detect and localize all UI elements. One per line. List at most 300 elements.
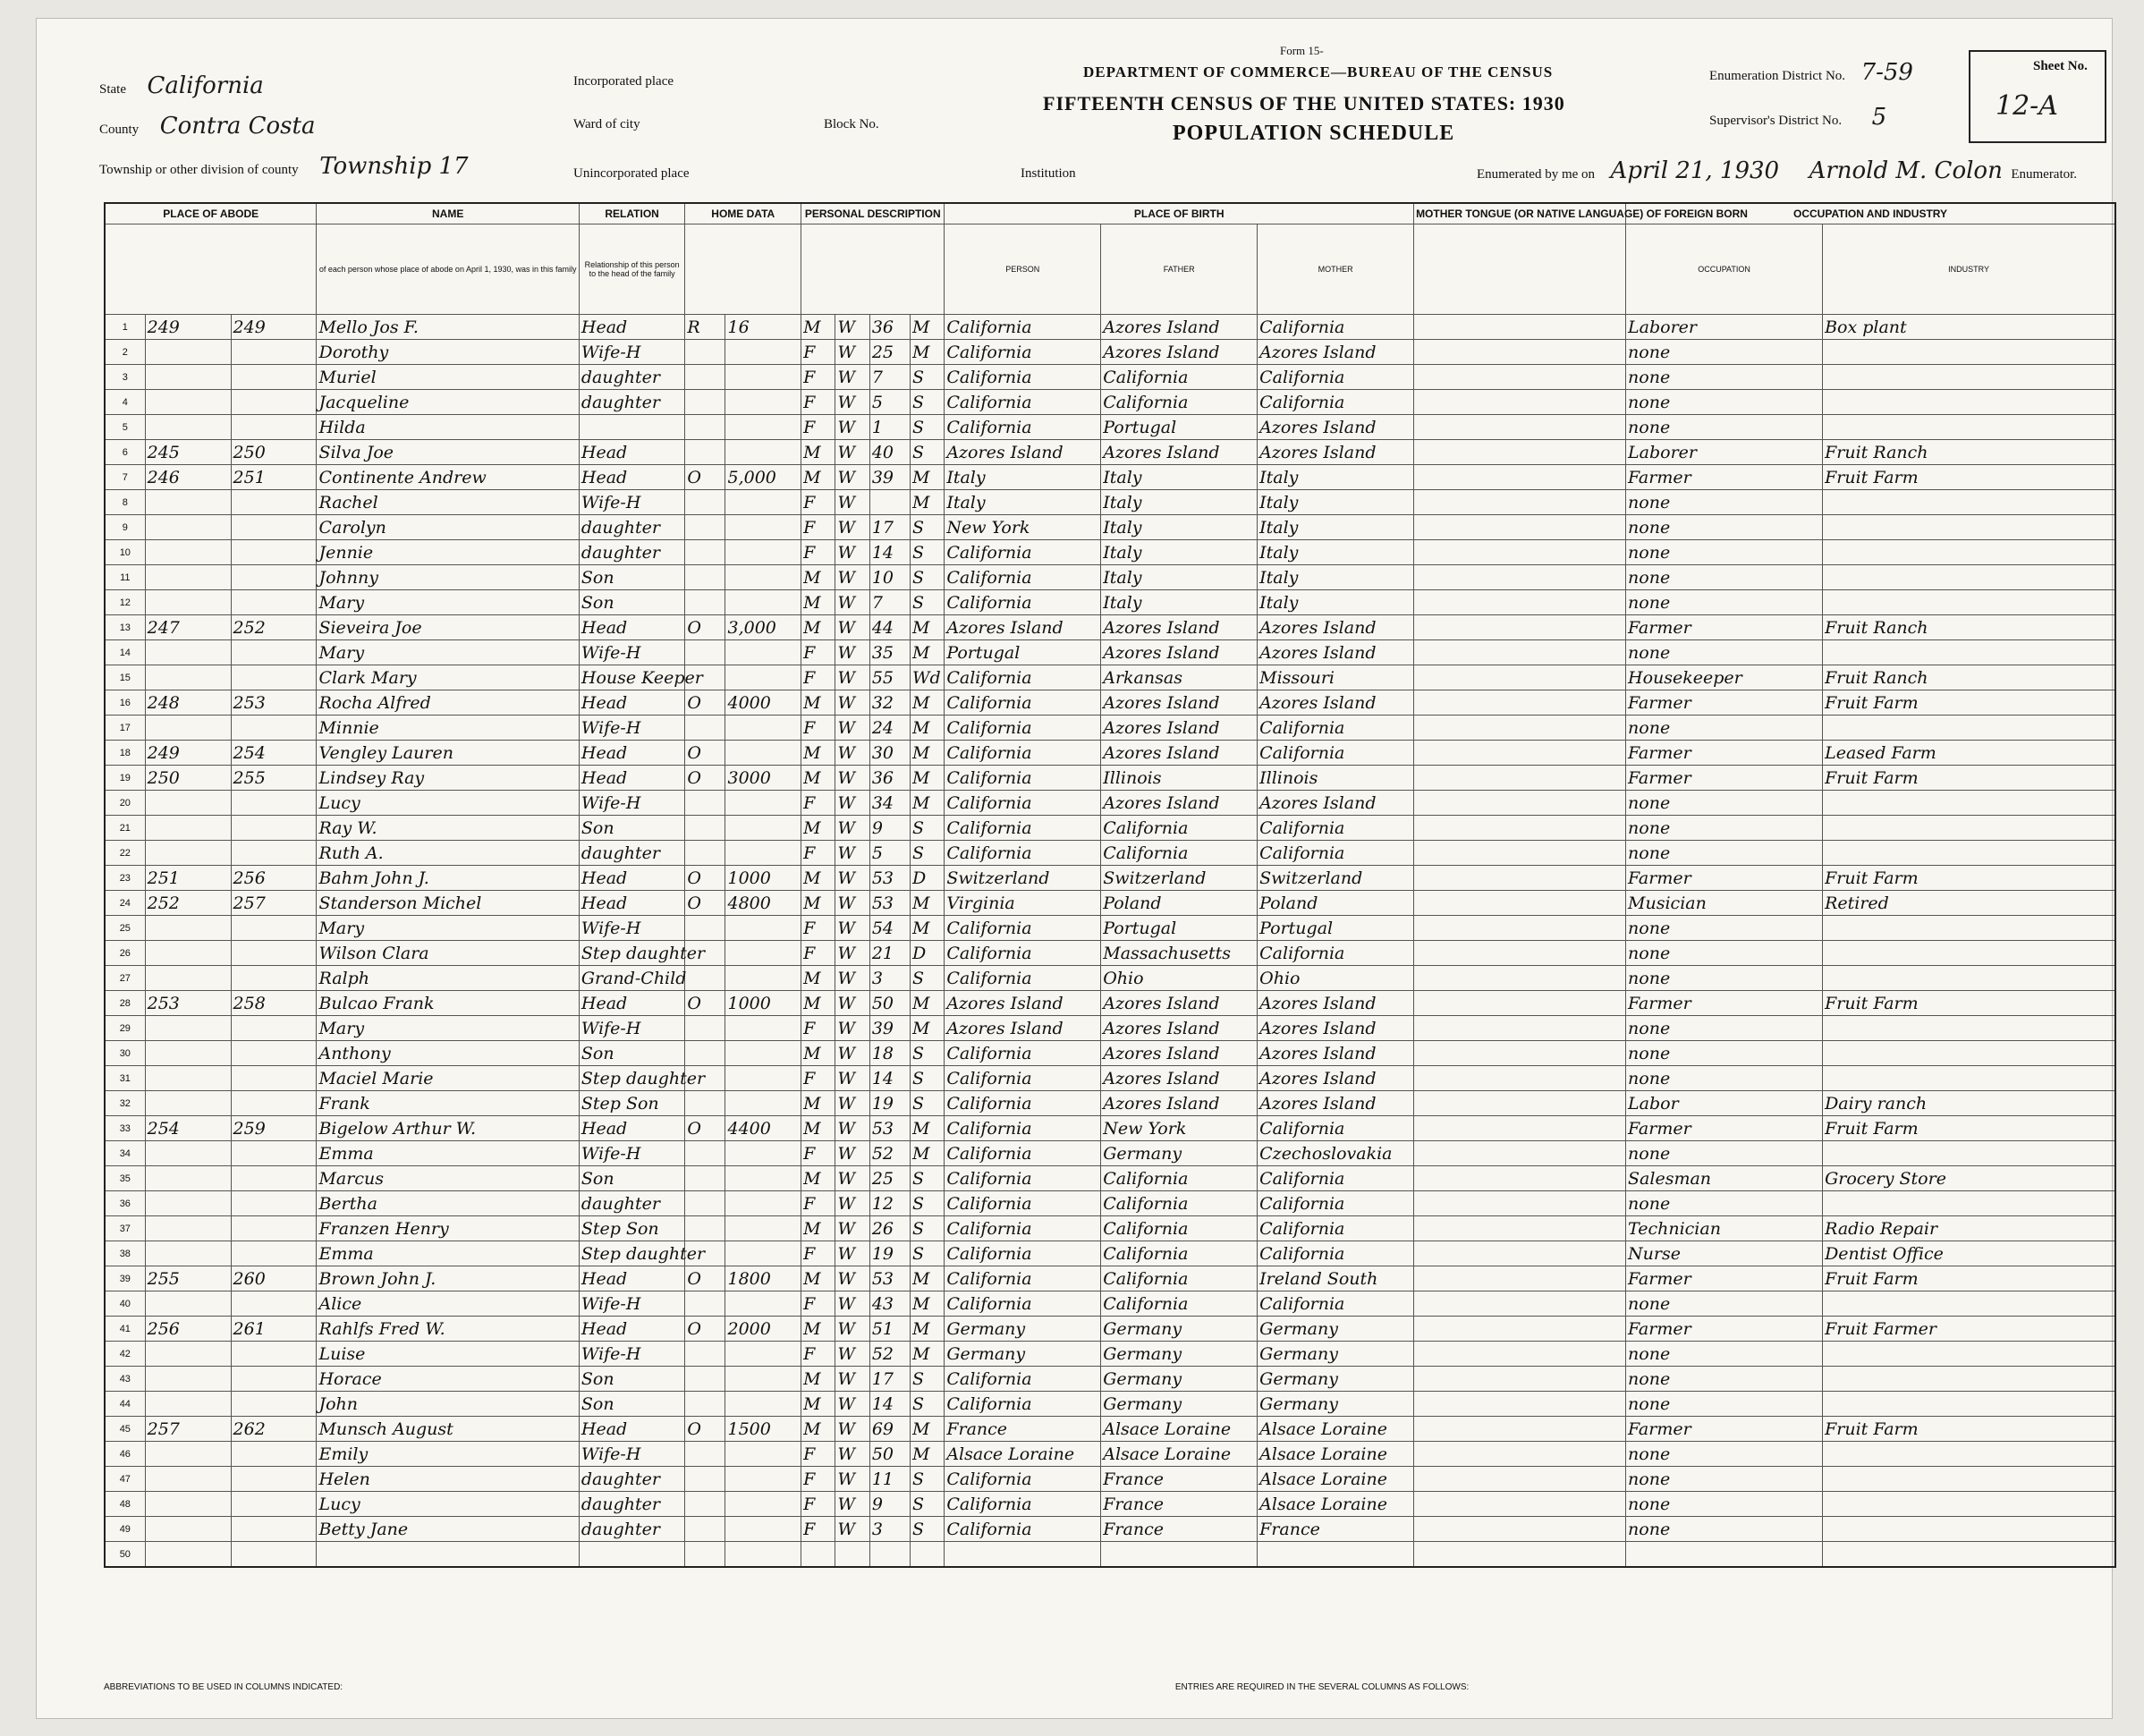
cell-rel: House Keeper bbox=[579, 665, 684, 690]
cell-dw: 253 bbox=[145, 991, 231, 1016]
cell-fam: 250 bbox=[231, 440, 317, 465]
cell-dw bbox=[145, 1542, 231, 1568]
cell-age: 19 bbox=[869, 1091, 910, 1116]
cell-n: 14 bbox=[105, 640, 145, 665]
cell-tongue bbox=[1414, 590, 1626, 615]
cell-occ: none bbox=[1626, 1442, 1823, 1467]
cell-tongue bbox=[1414, 1392, 1626, 1417]
cell-mother: Germany bbox=[1258, 1367, 1414, 1392]
group-personal-description: PERSONAL DESCRIPTION bbox=[801, 203, 945, 224]
cell-tongue bbox=[1414, 365, 1626, 390]
sheet-label: Sheet No. bbox=[2033, 59, 2088, 73]
cell-occ: Farmer bbox=[1626, 1116, 1823, 1141]
table-row bbox=[105, 465, 2115, 490]
group-mother-tongue: MOTHER TONGUE (OR NATIVE LANGUAGE) OF FOREIGN BORN bbox=[1414, 203, 1626, 224]
cell-ms: M bbox=[910, 1016, 944, 1041]
cell-ind: Fruit Farm bbox=[1823, 690, 2115, 716]
cell-father: Germany bbox=[1101, 1317, 1258, 1342]
cell-ms: M bbox=[910, 1291, 944, 1317]
cell-rel: Son bbox=[579, 565, 684, 590]
cell-fam: 256 bbox=[231, 866, 317, 891]
cell-home: O bbox=[685, 1317, 725, 1342]
cell-age: 35 bbox=[869, 640, 910, 665]
cell-race: W bbox=[835, 1367, 869, 1392]
cell-fam bbox=[231, 365, 317, 390]
cell-father: Illinois bbox=[1101, 766, 1258, 791]
cell-mother: Illinois bbox=[1258, 766, 1414, 791]
cell-age: 7 bbox=[869, 365, 910, 390]
cell-ind bbox=[1823, 1016, 2115, 1041]
cell-mother: California bbox=[1258, 741, 1414, 766]
cell-home bbox=[685, 816, 725, 841]
cell-dw bbox=[145, 966, 231, 991]
cell-occ: Farmer bbox=[1626, 741, 1823, 766]
cell-rel: Head bbox=[579, 615, 684, 640]
cell-mother: California bbox=[1258, 390, 1414, 415]
cell-occ: none bbox=[1626, 816, 1823, 841]
table-row bbox=[105, 1517, 2115, 1542]
cell-father: California bbox=[1101, 1166, 1258, 1191]
cell-rel: Head bbox=[579, 315, 684, 340]
cell-occ: none bbox=[1626, 390, 1823, 415]
cell-ind bbox=[1823, 1342, 2115, 1367]
cell-ms: S bbox=[910, 1041, 944, 1066]
cell-fam bbox=[231, 1442, 317, 1467]
industry-header: INDUSTRY bbox=[1823, 224, 2115, 315]
cell-val bbox=[725, 1467, 801, 1492]
cell-rel: Wife-H bbox=[579, 1141, 684, 1166]
group-place-of-abode: PLACE OF ABODE bbox=[105, 203, 317, 224]
cell-sex: M bbox=[801, 866, 835, 891]
cell-name: Jennie bbox=[317, 540, 579, 565]
table-row bbox=[105, 791, 2115, 816]
cell-person: France bbox=[945, 1417, 1101, 1442]
cell-n: 32 bbox=[105, 1091, 145, 1116]
cell-age: 9 bbox=[869, 816, 910, 841]
cell-val: 2000 bbox=[725, 1317, 801, 1342]
table-row bbox=[105, 1191, 2115, 1216]
cell-race: W bbox=[835, 966, 869, 991]
cell-home bbox=[685, 1141, 725, 1166]
cell-sex: M bbox=[801, 766, 835, 791]
cell-sex: M bbox=[801, 966, 835, 991]
cell-race: W bbox=[835, 465, 869, 490]
cell-ms: S bbox=[910, 365, 944, 390]
cell-ms: M bbox=[910, 690, 944, 716]
unincorporated-label: Unincorporated place bbox=[573, 166, 690, 181]
cell-age: 52 bbox=[869, 1342, 910, 1367]
cell-mother: Alsace Loraine bbox=[1258, 1417, 1414, 1442]
county-value: Contra Costa bbox=[159, 113, 316, 140]
cell-age: 10 bbox=[869, 565, 910, 590]
cell-home bbox=[685, 1442, 725, 1467]
cell-person: California bbox=[945, 1141, 1101, 1166]
cell-home bbox=[685, 1041, 725, 1066]
cell-sex: F bbox=[801, 1191, 835, 1216]
cell-father: Italy bbox=[1101, 565, 1258, 590]
cell-n: 42 bbox=[105, 1342, 145, 1367]
cell-father: Portugal bbox=[1101, 415, 1258, 440]
cell-rel: Son bbox=[579, 1367, 684, 1392]
cell-val bbox=[725, 1191, 801, 1216]
cell-name: Anthony bbox=[317, 1041, 579, 1066]
cell-person: Virginia bbox=[945, 891, 1101, 916]
cell-name: Marcus bbox=[317, 1166, 579, 1191]
cell-race: W bbox=[835, 766, 869, 791]
cell-race bbox=[835, 1542, 869, 1568]
cell-name: Mary bbox=[317, 1016, 579, 1041]
cell-val bbox=[725, 1492, 801, 1517]
cell-person: California bbox=[945, 315, 1101, 340]
cell-fam: 252 bbox=[231, 615, 317, 640]
cell-mother: Czechoslovakia bbox=[1258, 1141, 1414, 1166]
cell-tongue bbox=[1414, 916, 1626, 941]
cell-age: 50 bbox=[869, 991, 910, 1016]
cell-occ: none bbox=[1626, 1291, 1823, 1317]
cell-ms: S bbox=[910, 590, 944, 615]
cell-val bbox=[725, 590, 801, 615]
cell-father: Portugal bbox=[1101, 916, 1258, 941]
cell-age: 54 bbox=[869, 916, 910, 941]
cell-val: 5,000 bbox=[725, 465, 801, 490]
cell-sex: F bbox=[801, 1291, 835, 1317]
cell-fam bbox=[231, 1016, 317, 1041]
township-field bbox=[99, 153, 564, 180]
cell-age: 32 bbox=[869, 690, 910, 716]
cell-sex: M bbox=[801, 1216, 835, 1241]
cell-n: 43 bbox=[105, 1367, 145, 1392]
table-row bbox=[105, 866, 2115, 891]
table-row bbox=[105, 1417, 2115, 1442]
supervisor-label: Supervisor's District No. bbox=[1709, 114, 1843, 128]
cell-person: California bbox=[945, 1392, 1101, 1417]
cell-dw bbox=[145, 716, 231, 741]
cell-ms: S bbox=[910, 816, 944, 841]
cell-father: Azores Island bbox=[1101, 340, 1258, 365]
cell-dw: 246 bbox=[145, 465, 231, 490]
cell-age: 39 bbox=[869, 465, 910, 490]
cell-n: 46 bbox=[105, 1442, 145, 1467]
table-row bbox=[105, 1216, 2115, 1241]
cell-ms: S bbox=[910, 1367, 944, 1392]
cell-dw bbox=[145, 841, 231, 866]
cell-mother: Azores Island bbox=[1258, 1066, 1414, 1091]
cell-father: France bbox=[1101, 1492, 1258, 1517]
table-row bbox=[105, 1241, 2115, 1266]
cell-age: 53 bbox=[869, 866, 910, 891]
cell-father: California bbox=[1101, 390, 1258, 415]
cell-age: 9 bbox=[869, 1492, 910, 1517]
cell-tongue bbox=[1414, 490, 1626, 515]
cell-sex: M bbox=[801, 1041, 835, 1066]
cell-val bbox=[725, 1542, 801, 1568]
cell-occ: Labor bbox=[1626, 1091, 1823, 1116]
cell-tongue bbox=[1414, 941, 1626, 966]
cell-race: W bbox=[835, 816, 869, 841]
cell-sex: M bbox=[801, 315, 835, 340]
cell-rel: daughter bbox=[579, 390, 684, 415]
cell-rel: Wife-H bbox=[579, 916, 684, 941]
cell-val: 1800 bbox=[725, 1266, 801, 1291]
cell-dw bbox=[145, 1392, 231, 1417]
cell-val bbox=[725, 1216, 801, 1241]
cell-race: W bbox=[835, 1041, 869, 1066]
cell-father: Massachusetts bbox=[1101, 941, 1258, 966]
occupation-header: OCCUPATION bbox=[1626, 224, 1823, 315]
cell-n: 3 bbox=[105, 365, 145, 390]
cell-dw bbox=[145, 1492, 231, 1517]
cell-name: Bahm John J. bbox=[317, 866, 579, 891]
cell-occ: Farmer bbox=[1626, 766, 1823, 791]
cell-father: Azores Island bbox=[1101, 1066, 1258, 1091]
cell-val bbox=[725, 415, 801, 440]
cell-age: 40 bbox=[869, 440, 910, 465]
cell-person: California bbox=[945, 941, 1101, 966]
cell-age: 17 bbox=[869, 1367, 910, 1392]
cell-val bbox=[725, 540, 801, 565]
cell-rel: Head bbox=[579, 690, 684, 716]
table-row bbox=[105, 1266, 2115, 1291]
cell-ms: S bbox=[910, 415, 944, 440]
table-row bbox=[105, 1467, 2115, 1492]
cell-home: O bbox=[685, 1417, 725, 1442]
cell-dw bbox=[145, 1241, 231, 1266]
cell-home bbox=[685, 365, 725, 390]
cell-sex: M bbox=[801, 1166, 835, 1191]
cell-val: 3,000 bbox=[725, 615, 801, 640]
cell-age: 1 bbox=[869, 415, 910, 440]
cell-father: Italy bbox=[1101, 540, 1258, 565]
enum-district-value: 7-59 bbox=[1860, 59, 1913, 86]
table-row bbox=[105, 1291, 2115, 1317]
cell-age: 50 bbox=[869, 1442, 910, 1467]
cell-mother: Italy bbox=[1258, 590, 1414, 615]
cell-sex: M bbox=[801, 440, 835, 465]
cell-ind: Fruit Ranch bbox=[1823, 440, 2115, 465]
cell-rel: Head bbox=[579, 1266, 684, 1291]
cell-person: California bbox=[945, 690, 1101, 716]
cell-age: 39 bbox=[869, 1016, 910, 1041]
cell-sex: M bbox=[801, 1392, 835, 1417]
cell-fam bbox=[231, 665, 317, 690]
cell-person: California bbox=[945, 816, 1101, 841]
cell-occ: none bbox=[1626, 540, 1823, 565]
cell-mother: Germany bbox=[1258, 1342, 1414, 1367]
cell-name: Johnny bbox=[317, 565, 579, 590]
cell-sex: F bbox=[801, 390, 835, 415]
cell-ms: S bbox=[910, 1166, 944, 1191]
cell-father: Italy bbox=[1101, 465, 1258, 490]
cell-ind: Retired bbox=[1823, 891, 2115, 916]
table-row bbox=[105, 1066, 2115, 1091]
cell-father: Azores Island bbox=[1101, 615, 1258, 640]
cell-person: Italy bbox=[945, 490, 1101, 515]
cell-dw bbox=[145, 590, 231, 615]
cell-sex: M bbox=[801, 741, 835, 766]
cell-age: 18 bbox=[869, 1041, 910, 1066]
cell-ms: M bbox=[910, 791, 944, 816]
cell-age: 43 bbox=[869, 1291, 910, 1317]
cell-fam bbox=[231, 1191, 317, 1216]
cell-father: California bbox=[1101, 1266, 1258, 1291]
cell-ind bbox=[1823, 841, 2115, 866]
cell-home: O bbox=[685, 766, 725, 791]
cell-father: Italy bbox=[1101, 515, 1258, 540]
cell-age: 3 bbox=[869, 1517, 910, 1542]
table-row bbox=[105, 590, 2115, 615]
cell-rel: Head bbox=[579, 891, 684, 916]
cell-home bbox=[685, 1342, 725, 1367]
cell-name: Mello Jos F. bbox=[317, 315, 579, 340]
cell-occ bbox=[1626, 1542, 1823, 1568]
cell-name: Jacqueline bbox=[317, 390, 579, 415]
cell-mother: France bbox=[1258, 1517, 1414, 1542]
cell-dw bbox=[145, 1041, 231, 1066]
cell-fam bbox=[231, 1367, 317, 1392]
cell-occ: Salesman bbox=[1626, 1166, 1823, 1191]
cell-race: W bbox=[835, 1517, 869, 1542]
cell-dw bbox=[145, 490, 231, 515]
cell-rel: Wife-H bbox=[579, 1342, 684, 1367]
cell-occ: Farmer bbox=[1626, 1417, 1823, 1442]
cell-race: W bbox=[835, 1116, 869, 1141]
cell-occ: none bbox=[1626, 1467, 1823, 1492]
block-label: Block No. bbox=[824, 117, 879, 131]
cell-rel: Step daughter bbox=[579, 941, 684, 966]
cell-race: W bbox=[835, 1016, 869, 1041]
abode-desc bbox=[105, 224, 317, 315]
cell-ind bbox=[1823, 1467, 2115, 1492]
cell-rel: daughter bbox=[579, 365, 684, 390]
cell-dw: 252 bbox=[145, 891, 231, 916]
cell-father: Germany bbox=[1101, 1392, 1258, 1417]
home-desc bbox=[685, 224, 801, 315]
cell-mother: Alsace Loraine bbox=[1258, 1467, 1414, 1492]
cell-sex: F bbox=[801, 640, 835, 665]
cell-ind bbox=[1823, 1542, 2115, 1568]
cell-sex: F bbox=[801, 1517, 835, 1542]
cell-age: 19 bbox=[869, 1241, 910, 1266]
cell-name: Munsch August bbox=[317, 1417, 579, 1442]
cell-fam: 260 bbox=[231, 1266, 317, 1291]
cell-race: W bbox=[835, 1066, 869, 1091]
cell-occ: none bbox=[1626, 1041, 1823, 1066]
cell-father: Arkansas bbox=[1101, 665, 1258, 690]
cell-mother: California bbox=[1258, 315, 1414, 340]
cell-dw: 251 bbox=[145, 866, 231, 891]
cell-fam: 261 bbox=[231, 1317, 317, 1342]
cell-ind: Dentist Office bbox=[1823, 1241, 2115, 1266]
cell-person: California bbox=[945, 1291, 1101, 1317]
cell-race: W bbox=[835, 1291, 869, 1317]
cell-val: 1000 bbox=[725, 866, 801, 891]
cell-ind: Fruit Farm bbox=[1823, 1116, 2115, 1141]
cell-race: W bbox=[835, 991, 869, 1016]
cell-age: 30 bbox=[869, 741, 910, 766]
cell-home bbox=[685, 1291, 725, 1317]
cell-person: California bbox=[945, 340, 1101, 365]
cell-sex: F bbox=[801, 540, 835, 565]
cell-mother: Azores Island bbox=[1258, 640, 1414, 665]
cell-person: California bbox=[945, 741, 1101, 766]
cell-ms: M bbox=[910, 315, 944, 340]
cell-ind bbox=[1823, 365, 2115, 390]
table-row bbox=[105, 1141, 2115, 1166]
cell-dw bbox=[145, 390, 231, 415]
cell-n: 8 bbox=[105, 490, 145, 515]
cell-ms: M bbox=[910, 891, 944, 916]
cell-ms: S bbox=[910, 1091, 944, 1116]
cell-n: 33 bbox=[105, 1116, 145, 1141]
cell-val bbox=[725, 1016, 801, 1041]
cell-father: Germany bbox=[1101, 1141, 1258, 1166]
cell-sex: F bbox=[801, 1241, 835, 1266]
cell-occ: none bbox=[1626, 716, 1823, 741]
cell-name: Lucy bbox=[317, 1492, 579, 1517]
group-place-of-birth: PLACE OF BIRTH bbox=[945, 203, 1414, 224]
census-title: FIFTEENTH CENSUS OF THE UNITED STATES: 1930 bbox=[1043, 92, 1565, 114]
cell-person: California bbox=[945, 791, 1101, 816]
cell-race: W bbox=[835, 640, 869, 665]
cell-val bbox=[725, 1091, 801, 1116]
cell-ind bbox=[1823, 916, 2115, 941]
cell-n: 31 bbox=[105, 1066, 145, 1091]
table-row bbox=[105, 615, 2115, 640]
cell-fam: 262 bbox=[231, 1417, 317, 1442]
cell-n: 5 bbox=[105, 415, 145, 440]
cell-sex: F bbox=[801, 415, 835, 440]
cell-race: W bbox=[835, 916, 869, 941]
cell-age: 12 bbox=[869, 1191, 910, 1216]
cell-person: California bbox=[945, 1216, 1101, 1241]
cell-n: 26 bbox=[105, 941, 145, 966]
cell-race: W bbox=[835, 515, 869, 540]
cell-val bbox=[725, 1342, 801, 1367]
cell-ms: S bbox=[910, 540, 944, 565]
cell-father: California bbox=[1101, 1191, 1258, 1216]
cell-name: Ralph bbox=[317, 966, 579, 991]
cell-occ: Housekeeper bbox=[1626, 665, 1823, 690]
cell-age: 5 bbox=[869, 841, 910, 866]
cell-dw bbox=[145, 1141, 231, 1166]
cell-mother: California bbox=[1258, 1116, 1414, 1141]
cell-tongue bbox=[1414, 1141, 1626, 1166]
cell-mother: California bbox=[1258, 816, 1414, 841]
cell-ms bbox=[910, 1542, 944, 1568]
cell-name: Rahlfs Fred W. bbox=[317, 1317, 579, 1342]
cell-race: W bbox=[835, 490, 869, 515]
cell-rel: Wife-H bbox=[579, 791, 684, 816]
cell-fam bbox=[231, 1241, 317, 1266]
institution-field bbox=[1021, 166, 1076, 182]
cell-sex: M bbox=[801, 991, 835, 1016]
cell-name: Bigelow Arthur W. bbox=[317, 1116, 579, 1141]
cell-person: Azores Island bbox=[945, 991, 1101, 1016]
cell-occ: none bbox=[1626, 1517, 1823, 1542]
cell-sex: F bbox=[801, 941, 835, 966]
cell-ind: Fruit Farmer bbox=[1823, 1317, 2115, 1342]
cell-name: Frank bbox=[317, 1091, 579, 1116]
cell-mother: Azores Island bbox=[1258, 1016, 1414, 1041]
cell-dw: 257 bbox=[145, 1417, 231, 1442]
cell-mother: Azores Island bbox=[1258, 615, 1414, 640]
cell-ms: S bbox=[910, 1216, 944, 1241]
tongue-desc bbox=[1414, 224, 1626, 315]
enumerated-date: April 21, 1930 bbox=[1610, 157, 1780, 184]
cell-ms: M bbox=[910, 640, 944, 665]
cell-occ: none bbox=[1626, 415, 1823, 440]
cell-person: Azores Island bbox=[945, 1016, 1101, 1041]
